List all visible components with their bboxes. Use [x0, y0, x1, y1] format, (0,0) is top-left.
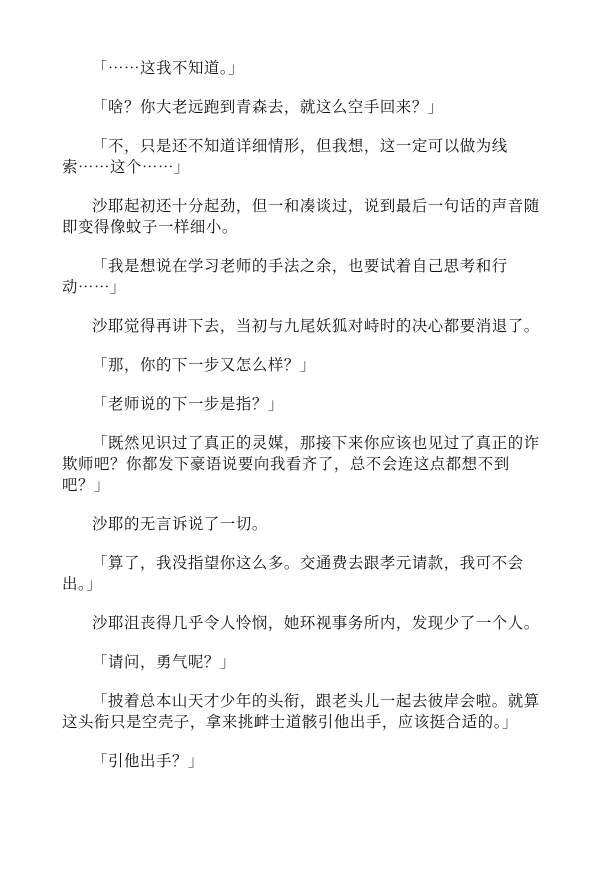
paragraph-13: 「请问，勇气呢？」 [92, 653, 236, 671]
paragraph-7: 「那，你的下一步又怎么样？」 [92, 356, 316, 374]
paragraph-8: 「老师说的下一步是指？」 [92, 395, 284, 413]
paragraph-2: 「啥？你大老远跑到青森去，就这么空手回来？」 [92, 98, 444, 116]
paragraph-11: 「算了，我没指望你这么多。交通费去跟孝元请款，我可不会出。」 [62, 554, 524, 593]
paragraph-9: 「既然见识过了真正的灵媒，那接下来你应该也见过了真正的诈欺师吧？你都发下豪语说要向我看齐了，总不会连这点都想不到吧？」 [62, 434, 540, 494]
paragraph-14: 「披着总本山天才少年的头衔，跟老头儿一起去彼岸会啦。就算这头衔只是空壳子，拿来挑衅士道骸引他出手，应该挺合适的。」 [62, 692, 540, 731]
paragraph-3: 「不，只是还不知道详细情形，但我想，这一定可以做为线索⋯⋯这个⋯⋯」 [62, 137, 508, 176]
paragraph-12: 沙耶沮丧得几乎令人怜悯，她环视事务所内，发现少了一个人。 [92, 614, 540, 632]
paragraph-10: 沙耶的无言诉说了一切。 [92, 515, 268, 533]
paragraph-1: 「⋯⋯这我不知道。」 [92, 59, 245, 77]
paragraph-15: 「引他出手？」 [92, 752, 204, 770]
paragraph-6: 沙耶觉得再讲下去，当初与九尾妖狐对峙时的决心都要消退了。 [92, 317, 540, 335]
paragraph-4: 沙耶起初还十分起劲，但一和凑谈过，说到最后一句话的声音随即变得像蚊子一样细小。 [62, 197, 540, 236]
paragraph-5: 「我是想说在学习老师的手法之余，也要试着自己思考和行动⋯⋯」 [62, 257, 508, 296]
